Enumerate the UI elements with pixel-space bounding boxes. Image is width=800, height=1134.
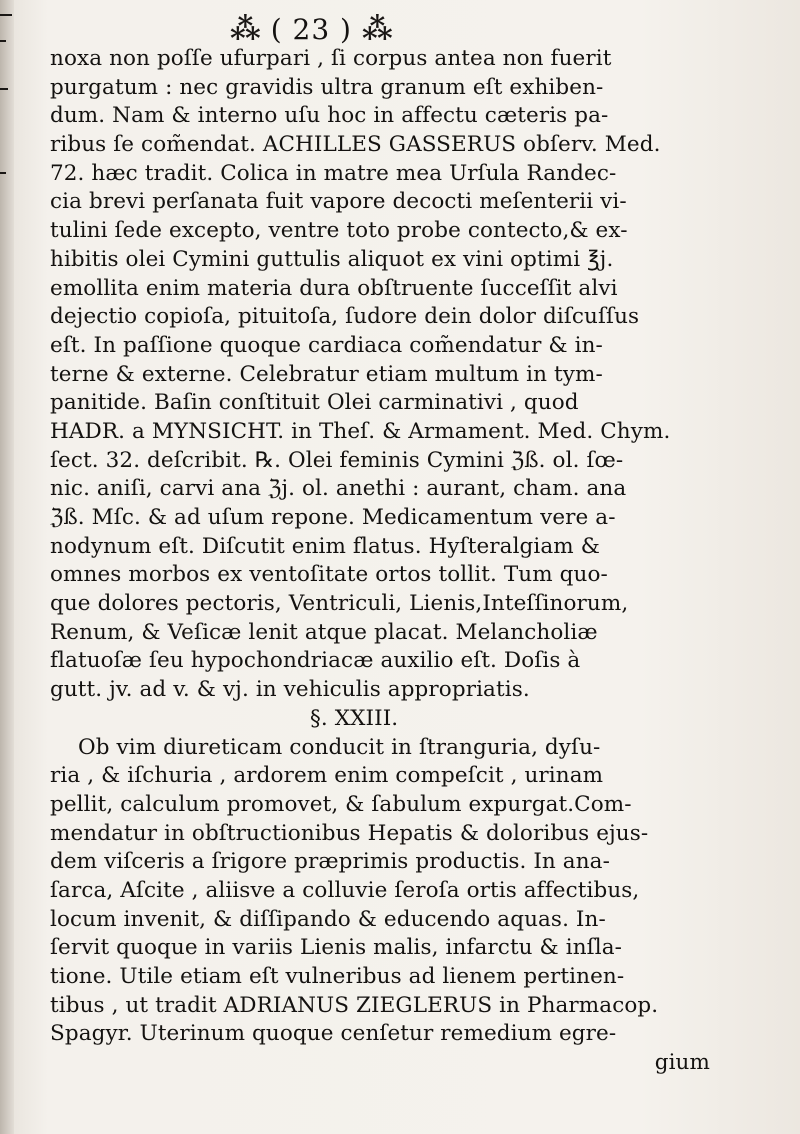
- text-line: nodynum eſt. Diſcutit enim flatus. Hyſteralgiam &: [50, 533, 600, 559]
- text-line: que dolores pectoris, Ventriculi, Lienis,Inteſſinorum,: [50, 591, 629, 617]
- text-line: emollita enim materia dura obſtruente ſucceſſit alvi: [50, 275, 618, 301]
- page-number: ( 23 ): [270, 13, 352, 46]
- text-line: locum invenit, & diſſipando & educendo aquas. In-: [50, 906, 606, 932]
- text-line: ſect. 32. deſcribit. ℞. Olei feminis Cymini ℨß. ol. ſœ-: [50, 447, 624, 473]
- text-line: 72. hæc tradit. Colica in matre mea Urſula Randec-: [50, 160, 617, 186]
- text-line: terne & externe. Celebratur etiam multum in tym-: [50, 361, 603, 387]
- text-line: noxa non poſſe ufurpari , ſi corpus antea non fuerit: [50, 46, 612, 71]
- ornament-right-icon: ⁂: [361, 12, 393, 47]
- margin-rule: [0, 172, 6, 174]
- text-line: dem viſceris a ſrigore præprimis productis. In ana-: [50, 849, 610, 875]
- text-line: panitide. Baſin conſtituit Olei carminativi , quod: [50, 390, 579, 416]
- margin-rule: [0, 40, 6, 42]
- text-line: ribus ſe com̃endat. ACHILLES GASSERUS obſerv. Med.: [50, 132, 661, 158]
- page-gutter: [0, 0, 14, 1134]
- text-line: dejectio copioſa, pituitoſa, ſudore dein dolor diſcuſſus: [50, 304, 640, 330]
- margin-rule: [0, 14, 12, 16]
- text-line: Renum, & Veſicæ lenit atque placat. Melancholiæ: [50, 619, 598, 645]
- text-line: Ob vim diureticam conducit in ſtranguria, dyſu-: [78, 734, 601, 760]
- text-line: ſarca, Aſcite , aliisve a colluvie ſeroſa ortis affectibus,: [50, 877, 640, 903]
- text-line: eſt. In paſſione quoque cardiaca com̃endatur & in-: [50, 332, 603, 358]
- text-line: ſervit quoque in variis Lienis malis, infarctu & inſla-: [50, 935, 622, 961]
- ornament-left-icon: ⁂: [230, 12, 261, 47]
- text-line: purgatum : nec gravidis ultra granum eſt exhiben-: [50, 74, 604, 100]
- text-line: tibus , ut tradit ADRIANUS ZIEGLERUS in Pharmacop.: [50, 992, 659, 1018]
- text-line: dum. Nam & interno uſu hoc in affectu cæteris pa-: [50, 103, 609, 129]
- text-line: hibitis olei Cymini guttulis aliquot ex vini optimi ℥j.: [50, 246, 614, 272]
- margin-rule: [0, 88, 8, 90]
- body-text: [50, 45, 750, 1078]
- text-line: tulini ſede excepto, ventre toto probe contecto,& ex-: [50, 218, 628, 244]
- text-line: gutt. jv. ad v. & vj. in vehiculis appropriatis.: [50, 677, 530, 703]
- text-line: ria , & iſchuria , ardorem enim compeſcit , urinam: [50, 763, 604, 789]
- text-line: ℨß. Mſc. & ad uſum repone. Medicamentum vere a-: [50, 505, 616, 530]
- text-line: mendatur in obſtructionibus Hepatis & doloribus ejus-: [50, 820, 649, 846]
- text-line: flatuoſæ ſeu hypochondriacæ auxilio eſt. Doſis à: [50, 648, 581, 674]
- text-line: Spagyr. Uterinum quoque cenſetur remedium egre-: [50, 1021, 617, 1047]
- text-line: cia brevi perſanata fuit vapore decocti meſenterii vi-: [50, 189, 627, 215]
- text-line: nic. aniſi, carvi ana ℨj. ol. anethi : aurant, cham. ana: [50, 476, 627, 502]
- text-line: tione. Utile etiam eſt vulneribus ad lienem pertinen-: [50, 964, 625, 989]
- catchword: gium: [654, 1050, 710, 1076]
- text-line: HADR. a MYNSICHT. in Theſ. & Armament. Med. Chym.: [50, 418, 671, 444]
- section-heading: §. XXIII.: [310, 705, 399, 731]
- text-line: pellit, calculum promovet, & ſabulum expurgat.Com-: [50, 791, 632, 817]
- text-line: omnes morbos ex ventoſitate ortos tollit. Tum quo-: [50, 562, 608, 588]
